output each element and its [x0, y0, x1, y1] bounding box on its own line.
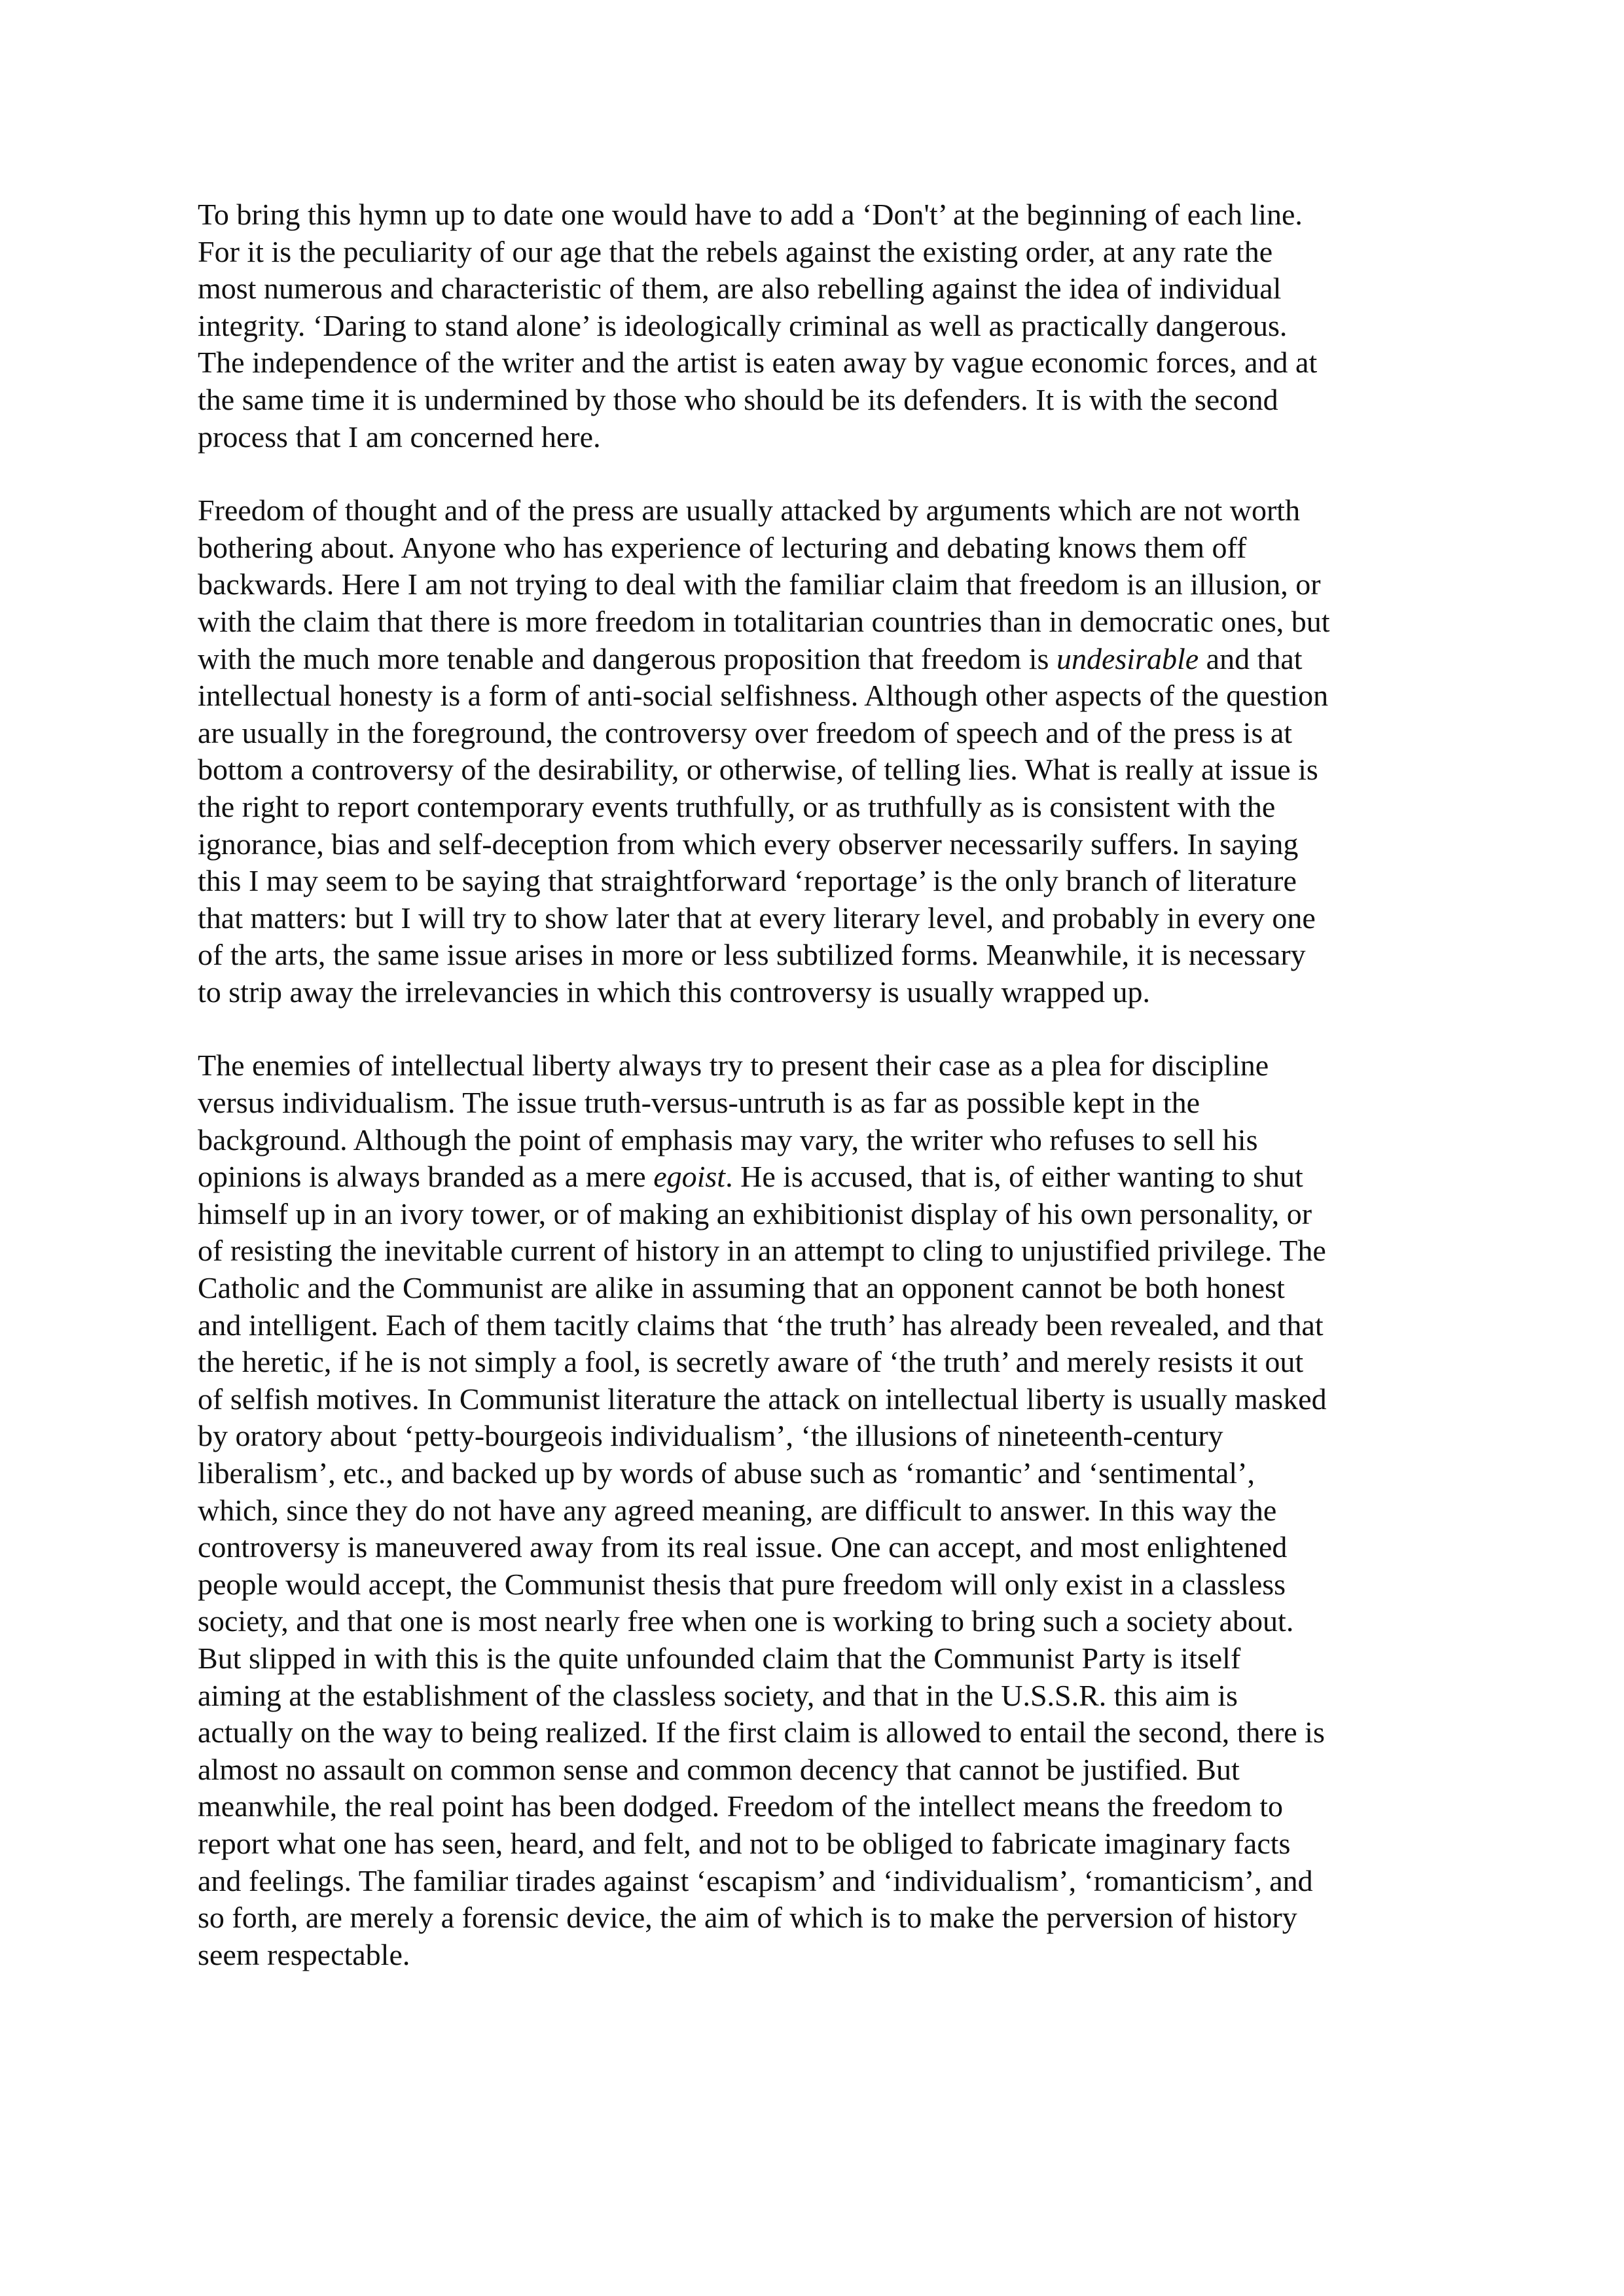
text-segment: But slipped in with this is the quite unfounded claim that the Communist Party is itself: [198, 1641, 1241, 1675]
text-line: [198, 789, 1441, 826]
text-line: [198, 974, 1441, 1011]
paragraph: [198, 1047, 1441, 1973]
text-segment: with the much more tenable and dangerous proposition that freedom is: [198, 641, 1056, 675]
text-line: [198, 677, 1441, 715]
text-line: [198, 1232, 1441, 1270]
text-line: [198, 1196, 1441, 1233]
text-segment: society, and that one is most nearly free when one is working to bring such a society about.: [198, 1604, 1294, 1638]
text-line: [198, 826, 1441, 863]
text-segment: the right to report contemporary events truthfully, or as truthfully as is consistent with the: [198, 789, 1276, 823]
text-segment: and that: [1199, 641, 1303, 675]
text-segment: backwards. Here I am not trying to deal with the familiar claim that freedom is an illusion, or: [198, 567, 1321, 601]
text-segment: the heretic, if he is not simply a fool, is secretly aware of ‘the truth’ and merely resists it out: [198, 1345, 1304, 1379]
text-line: [198, 1270, 1441, 1307]
text-line: [198, 937, 1441, 974]
text-segment: aiming at the establishment of the classless society, and that in the U.S.S.R. this aim is: [198, 1678, 1238, 1712]
text-segment: background. Although the point of emphasis may vary, the writer who refuses to sell his: [198, 1122, 1258, 1157]
text-line: [198, 566, 1441, 603]
text-segment: and intelligent. Each of them tacitly claims that ‘the truth’ has already been revealed, and that: [198, 1308, 1324, 1342]
text-segment: by oratory about ‘petty-bourgeois individualism’, ‘the illusions of nineteenth-century: [198, 1419, 1223, 1453]
text-segment: most numerous and characteristic of them, are also rebelling against the idea of individual: [198, 272, 1282, 306]
text-segment: To bring this hymn up to date one would have to add a ‘Don't’ at the beginning of each line.: [198, 198, 1303, 231]
text-segment: The independence of the writer and the artist is eaten away by vague economic forces, and at: [198, 346, 1318, 380]
text-segment: versus individualism. The issue truth-versus-untruth is as far as possible kept in the: [198, 1086, 1200, 1120]
document-body: [198, 196, 1441, 2010]
text-line: [198, 1085, 1441, 1122]
text-line: [198, 1825, 1441, 1863]
text-segment: ignorance, bias and self-deception from which every observer necessarily suffers. In saying: [198, 827, 1299, 861]
text-segment: bottom a controversy of the desirability, or otherwise, of telling lies. What is really at issue is: [198, 753, 1318, 787]
text-line: [198, 1937, 1441, 1974]
text-line: [198, 641, 1441, 678]
text-segment: to strip away the irrelevancies in which this controversy is usually wrapped up.: [198, 975, 1151, 1009]
text-line: [198, 1344, 1441, 1381]
text-segment: Catholic and the Communist are alike in assuming that an opponent cannot be both honest: [198, 1271, 1285, 1305]
text-line: [198, 1677, 1441, 1715]
text-line: [198, 1640, 1441, 1677]
text-line: [198, 344, 1441, 382]
text-line: [198, 382, 1441, 419]
text-segment: almost no assault on common sense and common decency that cannot be justified. But: [198, 1752, 1240, 1786]
text-line: [198, 751, 1441, 789]
text-line: [198, 1751, 1441, 1789]
text-line: [198, 715, 1441, 752]
text-line: [198, 1122, 1441, 1159]
text-segment: liberalism’, etc., and backed up by words of abuse such as ‘romantic’ and ‘sentimental’,: [198, 1456, 1255, 1490]
text-line: [198, 270, 1441, 308]
paragraph: [198, 196, 1441, 456]
text-segment: this I may seem to be saying that straightforward ‘reportage’ is the only branch of literature: [198, 864, 1297, 898]
text-segment: The enemies of intellectual liberty always try to present their case as a plea for discipline: [198, 1049, 1269, 1083]
text-line: [198, 603, 1441, 641]
text-line: [198, 529, 1441, 567]
text-segment: which, since they do not have any agreed meaning, are difficult to answer. In this way the: [198, 1493, 1277, 1527]
text-segment: of resisting the inevitable current of history in an attempt to cling to unjustified privilege. The: [198, 1234, 1326, 1268]
text-line: [198, 1418, 1441, 1455]
text-segment: himself up in an ivory tower, or of making an exhibitionist display of his own personality, or: [198, 1196, 1312, 1230]
text-segment: so forth, are merely a forensic device, the aim of which is to make the perversion of history: [198, 1901, 1297, 1935]
text-segment: . He is accused, that is, of either wanting to shut: [725, 1160, 1303, 1194]
emphasized-word: undesirable: [1056, 641, 1199, 675]
text-segment: opinions is always branded as a mere: [198, 1160, 654, 1194]
text-segment: seem respectable.: [198, 1937, 410, 1971]
paragraph: [198, 492, 1441, 1011]
text-segment: and feelings. The familiar tirades against ‘escapism’ and ‘individualism’, ‘romanticism’, and: [198, 1863, 1313, 1897]
emphasized-word: egoist: [653, 1160, 726, 1194]
text-segment: with the claim that there is more freedom in totalitarian countries than in democratic ones, but: [198, 604, 1330, 638]
text-line: [198, 863, 1441, 900]
text-line: [198, 1307, 1441, 1344]
text-line: [198, 1047, 1441, 1085]
text-segment: report what one has seen, heard, and felt, and not to be obliged to fabricate imaginary facts: [198, 1826, 1291, 1860]
text-segment: bothering about. Anyone who has experience of lecturing and debating knows them off: [198, 530, 1247, 564]
text-segment: people would accept, the Communist thesis that pure freedom will only exist in a classless: [198, 1567, 1286, 1601]
text-segment: For it is the peculiarity of our age that the rebels against the existing order, at any rate the: [198, 234, 1273, 268]
text-segment: process that I am concerned here.: [198, 420, 601, 454]
text-segment: intellectual honesty is a form of anti-social selfishness. Although other aspects of the question: [198, 679, 1329, 713]
text-segment: are usually in the foreground, the controversy over freedom of speech and of the press is at: [198, 715, 1293, 749]
text-segment: of selfish motives. In Communist literature the attack on intellectual liberty is usually masked: [198, 1382, 1327, 1416]
text-line: [198, 1158, 1441, 1196]
text-segment: integrity. ‘Daring to stand alone’ is ideologically criminal as well as practically dangerous.: [198, 308, 1288, 342]
text-line: [198, 1603, 1441, 1640]
text-line: [198, 1381, 1441, 1418]
text-segment: Freedom of thought and of the press are usually attacked by arguments which are not worth: [198, 493, 1301, 528]
text-line: [198, 1899, 1441, 1937]
text-line: [198, 308, 1441, 345]
text-line: [198, 900, 1441, 937]
text-line: [198, 1863, 1441, 1900]
text-line: [198, 1455, 1441, 1492]
text-segment: the same time it is undermined by those who should be its defenders. It is with the second: [198, 382, 1278, 416]
text-line: [198, 492, 1441, 529]
text-segment: actually on the way to being realized. If the first claim is allowed to entail the second, there is: [198, 1715, 1325, 1749]
text-segment: of the arts, the same issue arises in more or less subtilized forms. Meanwhile, it is necessary: [198, 938, 1306, 972]
text-line: [198, 1566, 1441, 1604]
text-line: [198, 1788, 1441, 1825]
text-line: [198, 1714, 1441, 1751]
text-line: [198, 419, 1441, 456]
text-segment: meanwhile, the real point has been dodged. Freedom of the intellect means the freedom to: [198, 1789, 1283, 1823]
text-line: [198, 234, 1441, 271]
text-line: [198, 196, 1441, 234]
text-line: [198, 1492, 1441, 1530]
text-segment: controversy is maneuvered away from its real issue. One can accept, and most enlightened: [198, 1530, 1288, 1564]
text-segment: that matters: but I will try to show later that at every literary level, and probably in every one: [198, 901, 1316, 935]
text-line: [198, 1529, 1441, 1566]
